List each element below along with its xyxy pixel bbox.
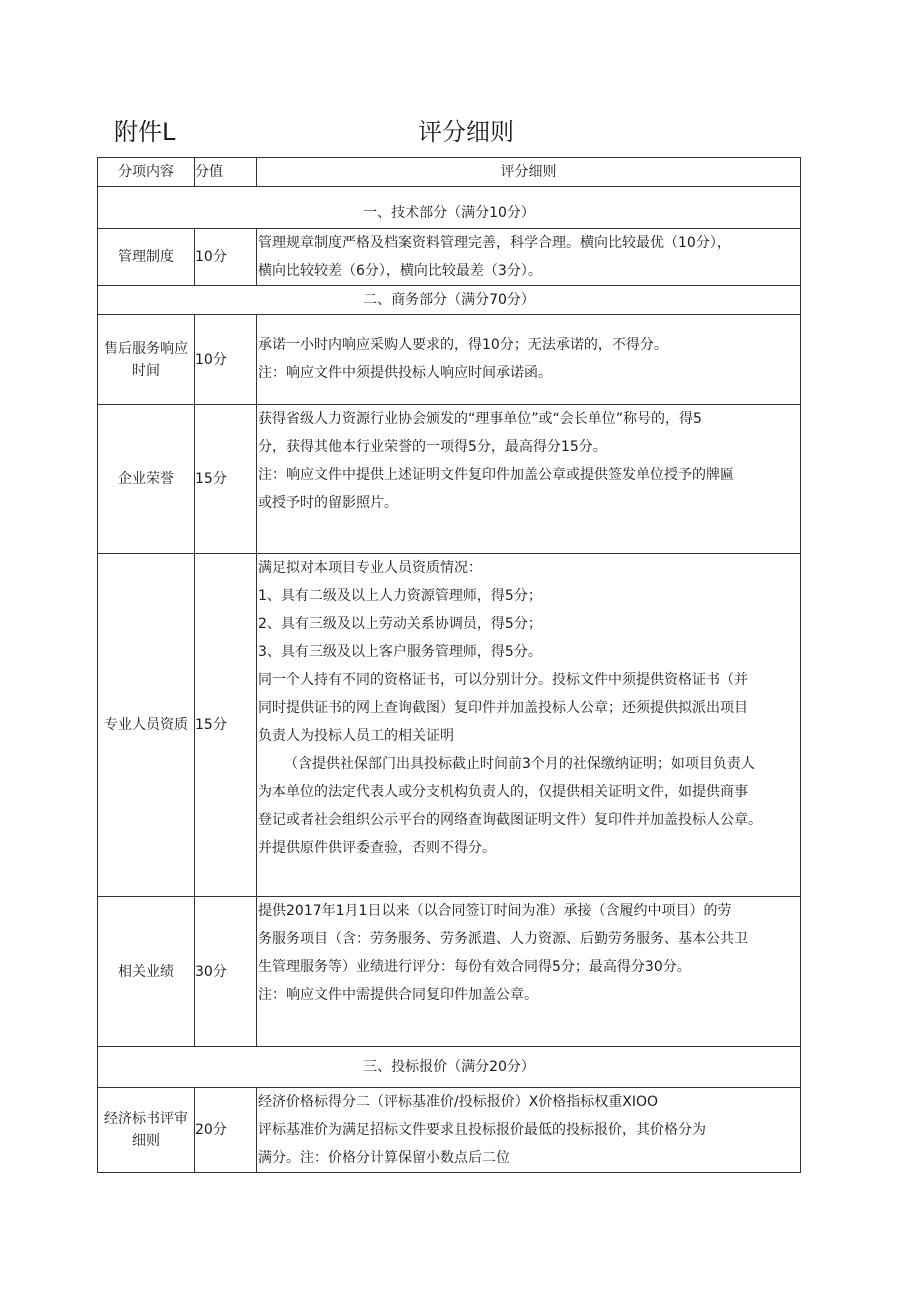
row-detail-management <box>257 229 801 286</box>
section-row-technical <box>98 187 801 229</box>
row-item-honor: 企业荣誉 <box>98 405 195 554</box>
detail-line: 1、具有二级及以上人力资源管理师，得5分； <box>258 588 542 604</box>
detail-line: 注：响应文件中提供上述证明文件复印件加盖公章或提供签发单位授予的牌匾 <box>258 467 734 483</box>
row-item-economic <box>98 1088 195 1173</box>
detail-line: 满足拟对本项目专业人员资质情况： <box>258 560 482 576</box>
detail-line: 承诺一小时内响应采购人要求的，得10分；无法承诺的，不得分。 <box>258 337 668 353</box>
column-header-detail: 评分细则 <box>257 158 801 187</box>
row-score-aftersale: 10分 <box>195 315 257 405</box>
detail-line: 管理规章制度严格及档案资料管理完善，科学合理。横向比较最优（10分）， <box>258 235 731 251</box>
row-detail-qualification <box>257 554 801 897</box>
detail-line: 分，获得其他本行业荣誉的一项得5分，最高得分15分。 <box>258 439 607 455</box>
table-row <box>98 405 801 554</box>
row-detail-economic <box>257 1088 801 1173</box>
section-title-business: 二、商务部分（满分70分） <box>98 286 801 315</box>
detail-line: 为本单位的法定代表人或分支机构负责人的，仅提供相关证明文件，如提供商事 <box>258 784 748 800</box>
detail-line: 生管理服务等）业绩进行评分：每份有效合同得5分；最高得分30分。 <box>258 959 691 975</box>
detail-line: 满分。注：价格分计算保留小数点后二位 <box>258 1150 510 1166</box>
detail-line: 同一个人持有不同的资格证书，可以分别计分。投标文件中须提供资格证书（并 <box>258 672 748 688</box>
item-line: 时间 <box>132 362 160 379</box>
detail-line: 负责人为投标人员工的相关证明 <box>258 728 454 744</box>
detail-line: 同时提供证书的网上查询截图）复印件并加盖投标人公章；还须提供拟派出项目 <box>258 700 748 716</box>
detail-line: 或授予时的留影照片。 <box>258 495 398 511</box>
row-score-management: 10分 <box>195 229 257 286</box>
detail-line: （含提供社保部门出具投标截止时间前3个月的社保缴纳证明；如项目负责人 <box>284 756 755 772</box>
detail-line: 务服务项目（含：劳务服务、劳务派遣、人力资源、后勤劳务服务、基本公共卫 <box>258 931 748 947</box>
scoring-table <box>97 157 801 1173</box>
detail-line: 3、具有三级及以上客户服务管理师，得5分。 <box>258 644 542 660</box>
detail-line: 横向比较较差（6分），横向比较最差（3分）。 <box>258 263 542 279</box>
table-row <box>98 1088 801 1173</box>
detail-line: 获得省级人力资源行业协会颁发的“理事单位”或“会长单位”称号的，得5 <box>258 411 702 427</box>
attachment-label: 附件L <box>114 118 176 146</box>
row-item-aftersale <box>98 315 195 405</box>
detail-line: 注：响应文件中须提供投标人响应时间承诺函。 <box>258 365 552 381</box>
table-row <box>98 554 801 897</box>
row-item-management: 管理制度 <box>98 229 195 286</box>
row-score-qualification: 15分 <box>195 554 257 897</box>
section-title-technical: 一、技术部分（满分10分） <box>98 187 801 229</box>
table-row <box>98 229 801 286</box>
item-line: 细则 <box>132 1133 160 1149</box>
detail-line: 并提供原件供评委查验，否则不得分。 <box>258 840 496 856</box>
row-detail-honor <box>257 405 801 554</box>
item-line: 售后服务响应 <box>104 340 188 357</box>
row-detail-aftersale <box>257 315 801 405</box>
detail-line: 2、具有三级及以上劳动关系协调员，得5分； <box>258 616 542 632</box>
section-row-price <box>98 1047 801 1088</box>
detail-line: 评标基准价为满足招标文件要求且投标报价最低的投标报价，其价格分为 <box>258 1122 706 1138</box>
table-header-row <box>98 158 801 187</box>
column-header-item: 分项内容 <box>98 158 195 187</box>
detail-line: 提供2017年1月1日以来（以合同签订时间为准）承接（含履约中项目）的劳 <box>258 903 732 919</box>
document-title: 评分细则 <box>418 118 514 146</box>
row-item-qualification: 专业人员资质 <box>98 554 195 897</box>
detail-line: 注：响应文件中需提供合同复印件加盖公章。 <box>258 987 538 1003</box>
row-score-honor: 15分 <box>195 405 257 554</box>
table-row <box>98 897 801 1047</box>
table-row <box>98 315 801 405</box>
section-title-price: 三、投标报价（满分20分） <box>98 1047 801 1088</box>
detail-line: 经济价格标得分二（评标基准价/投标报价）X价格指标权重XIOO <box>258 1094 659 1110</box>
section-row-business <box>98 286 801 315</box>
item-line: 经济标书评审 <box>104 1111 188 1127</box>
row-score-performance: 30分 <box>195 897 257 1047</box>
row-score-economic: 20分 <box>195 1088 257 1173</box>
row-detail-performance <box>257 897 801 1047</box>
detail-line: 登记或者社会组织公示平台的网络查询截图证明文件）复印件并加盖投标人公章。 <box>258 812 762 828</box>
column-header-score: 分值 <box>195 158 257 187</box>
row-item-performance: 相关业绩 <box>98 897 195 1047</box>
